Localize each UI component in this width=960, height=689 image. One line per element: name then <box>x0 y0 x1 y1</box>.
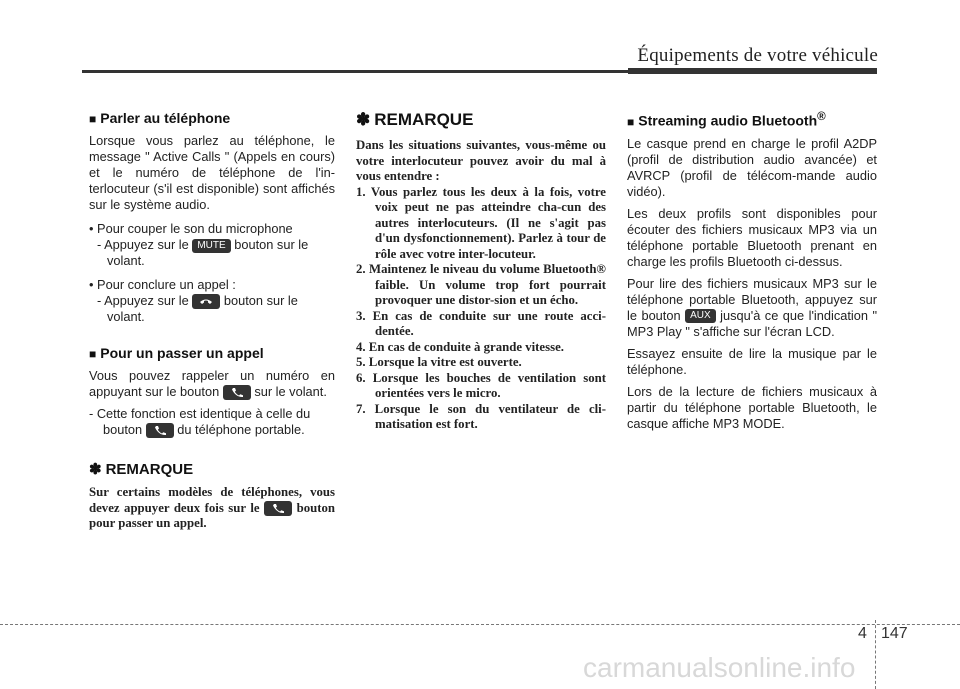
mute-instruction: - Appuyez sur le MUTE bouton sur le volant. <box>97 237 309 268</box>
phone-call-icon <box>146 423 174 438</box>
list-item: 6. Lorsque les bouches de ventilation sont orientées vers le micro. <box>356 370 606 400</box>
section-heading-streaming: ■ Streaming audio Bluetooth® <box>627 110 826 129</box>
streaming-para-play: Pour lire des fichiers musicaux MP3 sur le téléphone portable Bluetooth, appuyez sur le bouton AUX jusqu'à ce que l'indication " MP3 Play " s'affiche sur l'écran LCD. <box>627 275 878 339</box>
list-item: 5. Lorsque la vitre est ouverte. <box>356 355 522 369</box>
column-left <box>89 110 335 532</box>
bullet-mute-mic: • Pour couper le son du microphone <box>89 221 293 236</box>
list-item: 2. Maintenez le niveau du volume Bluetooth® faible. Un volume trop fort pourrait provoquer une distor-sion et un écho. <box>356 262 606 307</box>
remark-text-left: Sur certains modèles de téléphones, vous devez appuyer deux fois sur le bouton pour passer un appel. <box>89 485 336 531</box>
list-item: 3. En cas de conduite sur une route acci-dentée. <box>356 308 606 338</box>
column-right <box>627 110 877 432</box>
square-bullet-icon: ■ <box>627 114 635 129</box>
chapter-number: 4 <box>858 625 867 642</box>
place-call-paragraph: Vous pouvez rappeler un numéro en appuyant sur le bouton sur le volant. <box>89 368 335 400</box>
section-heading-talking: ■ Parler au téléphone <box>89 110 231 126</box>
phone-hangup-icon <box>192 294 220 309</box>
footer-divider <box>875 620 876 689</box>
star-icon: ✽ <box>356 110 371 129</box>
streaming-para-try: Essayez ensuite de lire la musique par le téléphone. <box>627 345 877 377</box>
mute-button-label: MUTE <box>192 239 230 253</box>
header-rule-accent <box>628 68 877 74</box>
star-icon: ✽ <box>89 461 102 479</box>
streaming-para-profiles: Le casque prend en charge le profil A2DP (profil de distribution audio avancée) et AVRCP (profil de télécom-mande audio vidéo). <box>627 135 877 199</box>
talking-paragraph: Lorsque vous parlez au téléphone, le message " Active Calls " (Appels en cours) et le numéro de téléphone de l'in-terlocuteur (s'il est disponible) sont affichés sur le système audio. <box>89 133 335 212</box>
remark-heading-left: ✽ REMARQUE <box>89 461 194 479</box>
column-middle <box>356 110 606 433</box>
footer-rule <box>0 624 960 625</box>
phone-call-icon <box>223 385 251 400</box>
page-header-title: Équipements de votre véhicule <box>637 45 878 66</box>
page-number: 147 <box>881 625 908 642</box>
remark-list <box>356 185 606 433</box>
square-bullet-icon: ■ <box>89 112 97 126</box>
list-item: 1. Vous parlez tous les deux à la fois, votre voix peut ne pas atteindre cha-cun des autres interlocuteurs. (Il ne s'agit pas d'un dysfonctionnement). Parlez à tour de rôle avec votre inter-locuteur. <box>356 184 606 261</box>
aux-button-label: AUX <box>685 309 716 323</box>
end-call-instruction: - Appuyez sur le bouton sur le volant. <box>97 293 298 325</box>
place-call-note: - Cette fonction est identique à celle du bouton du téléphone portable. <box>89 406 311 438</box>
streaming-para-mode: Lors de la lecture de fichiers musicaux à partir du téléphone portable Bluetooth, le casque affiche MP3 MODE. <box>627 383 877 431</box>
remark-heading-middle: ✽ REMARQUE <box>356 110 474 129</box>
square-bullet-icon: ■ <box>89 347 97 362</box>
list-item: 7. Lorsque le son du ventilateur de cli-matisation est fort. <box>356 401 606 431</box>
streaming-para-availability: Les deux profils sont disponibles pour écouter des fichiers musicaux MP3 via un téléphone portable Bluetooth prenant en charge les profils Bluetooth ci-dessus. <box>627 205 877 269</box>
list-item: 4. En cas de conduite à grande vitesse. <box>356 339 564 354</box>
watermark: carmanualsonline.info <box>583 652 856 683</box>
remark-intro: Dans les situations suivantes, vous-même ou votre interlocuteur pouvez avoir du mal à vous entendre : <box>356 138 606 183</box>
section-heading-place-call: ■ Pour un passer un appel <box>89 345 264 362</box>
phone-call-icon <box>264 501 292 516</box>
bullet-end-call: • Pour conclure un appel : <box>89 277 236 292</box>
